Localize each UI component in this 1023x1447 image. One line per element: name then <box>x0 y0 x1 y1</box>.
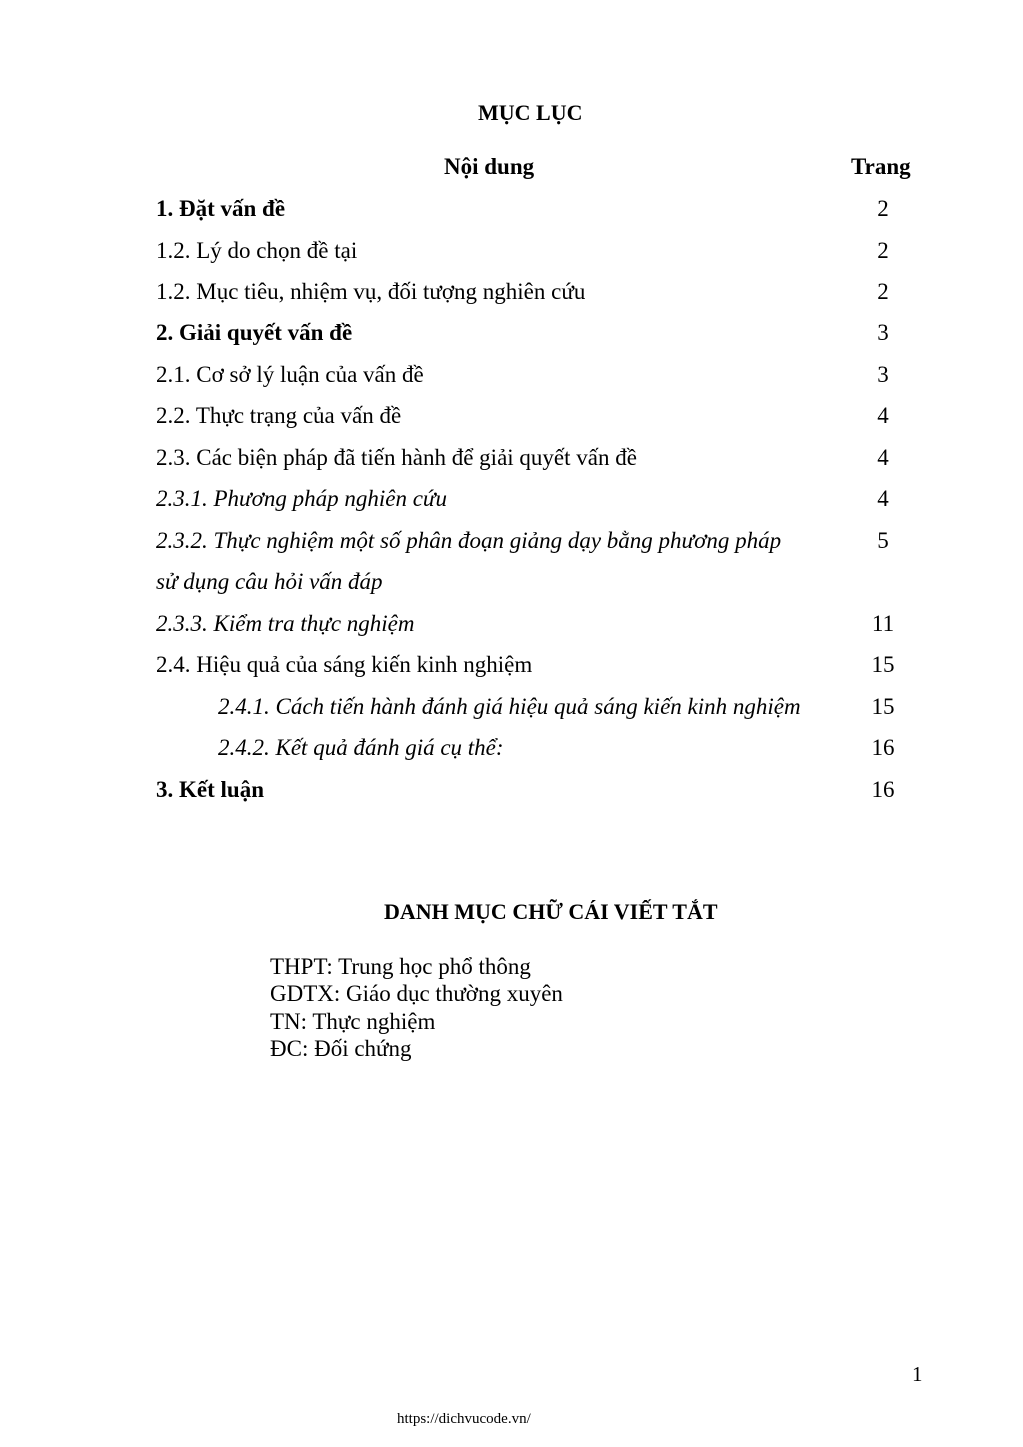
toc-entry-page: 2 <box>877 196 889 221</box>
page-number: 1 <box>912 1362 923 1386</box>
toc-title: MỤC LỤC <box>478 100 583 125</box>
toc-entry-label: 2.4. Hiệu quả của sáng kiến kinh nghiệm <box>156 652 533 677</box>
toc-entry-label: 2.2. Thực trạng của vấn đề <box>156 403 402 428</box>
abbreviation-item: ĐC: Đối chứng <box>270 1036 412 1061</box>
abbreviation-item: THPT: Trung học phổ thông <box>270 954 531 979</box>
toc-entry-label: 1.2. Lý do chọn đề tại <box>156 238 358 263</box>
toc-entry-label: 1. Đặt vấn đề <box>156 196 286 221</box>
toc-entry-page: 16 <box>871 777 895 802</box>
toc-entry-page: 2 <box>877 279 889 304</box>
toc-entry-page: 3 <box>877 362 889 387</box>
toc-entry-label: 2.3.3. Kiểm tra thực nghiệm <box>156 611 415 636</box>
toc-entry-page: 4 <box>877 403 889 428</box>
toc-entry-page: 4 <box>877 486 889 511</box>
toc-entry-page: 15 <box>871 652 895 677</box>
toc-entry-label: 2.1. Cơ sở lý luận của vấn đề <box>156 362 424 387</box>
toc-entry-label: 2.3. Các biện pháp đã tiến hành để giải quyết vấn đề <box>156 445 637 470</box>
abbreviations-title: DANH MỤC CHỮ CÁI VIẾT TẮT <box>384 899 718 924</box>
toc-entry-label: 3. Kết luận <box>156 777 264 802</box>
toc-column-page-header: Trang <box>851 154 911 179</box>
toc-entry-label: 2.4.1. Cách tiến hành đánh giá hiệu quả sáng kiến kinh nghiệm <box>218 694 801 719</box>
toc-entry-label: 2. Giải quyết vấn đề <box>156 320 353 345</box>
toc-entry-page: 4 <box>877 445 889 470</box>
footer-url: https://dichvucode.vn/ <box>397 1411 531 1427</box>
toc-entry-page: 2 <box>877 238 889 263</box>
toc-entry-label-continued: sử dụng câu hỏi vấn đáp <box>156 569 383 594</box>
toc-entry-page: 5 <box>877 528 889 553</box>
abbreviation-item: GDTX: Giáo dục thường xuyên <box>270 981 563 1006</box>
toc-entry-page: 16 <box>871 735 895 760</box>
toc-entry-page: 15 <box>871 694 895 719</box>
toc-entry-label: 2.3.1. Phương pháp nghiên cứu <box>156 486 447 511</box>
toc-entry-label: 2.3.2. Thực nghiệm một số phân đoạn giảng dạy bằng phương pháp <box>156 528 782 553</box>
toc-entry-page: 11 <box>871 611 895 636</box>
toc-entry-page: 3 <box>877 320 889 345</box>
abbreviation-item: TN: Thực nghiệm <box>270 1009 436 1034</box>
toc-entry-label: 2.4.2. Kết quả đánh giá cụ thể: <box>218 735 504 760</box>
toc-entry-label: 1.2. Mục tiêu, nhiệm vụ, đối tượng nghiên cứu <box>156 279 586 304</box>
toc-column-content-header: Nội dung <box>444 154 535 179</box>
